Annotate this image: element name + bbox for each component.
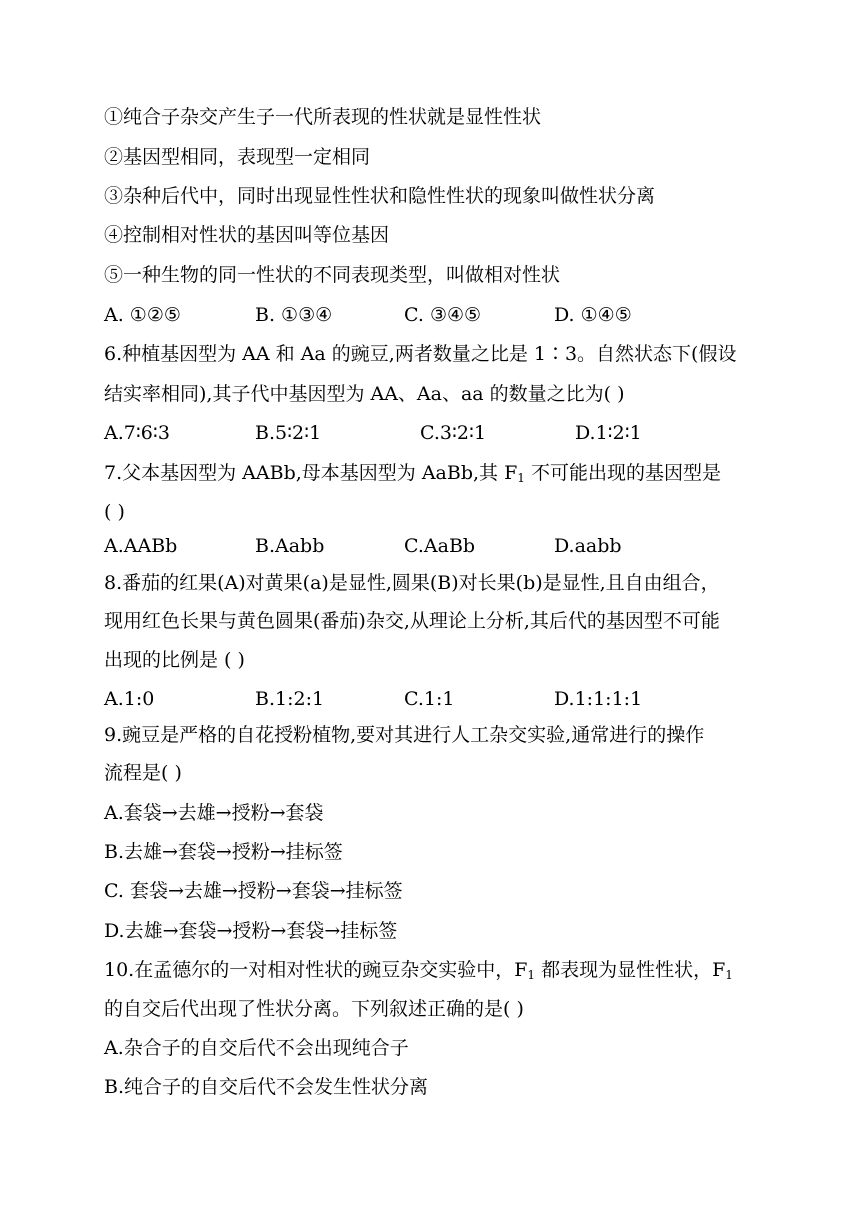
q6-option-c[interactable]: C.3∶2∶1 (420, 422, 487, 444)
q8-line-3: 出现的比例是 ( ) (104, 649, 245, 671)
q9-option-d[interactable]: D.去雄→套袋→授粉→套袋→挂标签 (104, 920, 398, 942)
statement-2: ②基因型相同，表现型一定相同 (104, 146, 371, 168)
statement-1: ①纯合子杂交产生子一代所表现的性状就是显性性状 (104, 106, 542, 128)
statement-4: ④控制相对性状的基因叫等位基因 (104, 224, 390, 246)
q6-option-b[interactable]: B.5∶2∶1 (255, 422, 322, 444)
q5-option-a[interactable]: A. ①②⑤ (104, 304, 181, 326)
q7-subscript: 1 (517, 471, 525, 485)
q10-line-1 (104, 957, 733, 983)
q7-option-d[interactable]: D.aabb (554, 535, 622, 557)
q9-option-a[interactable]: A.套袋→去雄→授粉→套袋 (104, 802, 324, 824)
q9-option-c[interactable]: C. 套袋→去雄→授粉→套袋→挂标签 (104, 880, 403, 902)
q8-option-b[interactable]: B.1:2:1 (255, 688, 325, 710)
q10-option-b[interactable]: B.纯合子的自交后代不会发生性状分离 (104, 1076, 429, 1098)
q8-line-1: 8.番茄的红果(A)对黄果(a)是显性,圆果(B)对长果(b)是显性,且自由组合， (104, 572, 720, 594)
q8-line-2: 现用红色长果与黄色圆果(番茄)杂交,从理论上分析,其后代的基因型不可能 (104, 610, 720, 632)
q5-option-b[interactable]: B. ①③④ (255, 304, 333, 326)
q7-line-2: ( ) (104, 501, 125, 523)
q9-line-2: 流程是( ) (104, 762, 182, 784)
q6-option-d[interactable]: D.1∶2∶1 (575, 422, 642, 444)
q8-option-a[interactable]: A.1:0 (104, 688, 155, 710)
q10-subscript-2: 1 (725, 968, 733, 982)
q6-line-2: 结实率相同),其子代中基因型为 AA、Aa、aa 的数量之比为( ) (104, 383, 625, 405)
q10-text-b: 都表现为显性性状，F (535, 959, 726, 981)
q9-line-1: 9.豌豆是严格的自花授粉植物,要对其进行人工杂交实验,通常进行的操作 (104, 724, 705, 746)
q10-subscript-1: 1 (527, 968, 536, 982)
q7-line-1 (104, 460, 721, 486)
q7-option-c[interactable]: C.AaBb (404, 535, 476, 557)
q7-text-a: 7.父本基因型为 AABb,母本基因型为 AaBb,其 F (104, 462, 518, 484)
q6-line-1: 6.种植基因型为 AA 和 Aa 的豌豆,两者数量之比是 1∶3。自然状态下(假设 (104, 343, 737, 365)
q10-line-2: 的自交后代出现了性状分离。下列叙述正确的是( ) (104, 998, 524, 1020)
q8-option-d[interactable]: D.1:1:1:1 (554, 688, 643, 710)
q7-option-a[interactable]: A.AABb (104, 535, 178, 557)
q6-option-a[interactable]: A.7∶6∶3 (104, 422, 170, 444)
q7-text-b: 不可能出现的基因型是 (524, 462, 721, 484)
q7-option-b[interactable]: B.Aabb (255, 535, 325, 557)
q9-option-b[interactable]: B.去雄→套袋→授粉→挂标签 (104, 841, 343, 863)
q5-option-d[interactable]: D. ①④⑤ (554, 304, 632, 326)
statement-5: ⑤一种生物的同一性状的不同表现类型，叫做相对性状 (104, 264, 561, 286)
q8-option-c[interactable]: C.1:1 (404, 688, 455, 710)
q5-option-c[interactable]: C. ③④⑤ (404, 304, 482, 326)
statement-3: ③杂种后代中，同时出现显性性状和隐性性状的现象叫做性状分离 (104, 185, 656, 207)
q10-text-a: 10.在孟德尔的一对相对性状的豌豆杂交实验中，F (104, 959, 528, 981)
q10-option-a[interactable]: A.杂合子的自交后代不会出现纯合子 (104, 1037, 409, 1059)
